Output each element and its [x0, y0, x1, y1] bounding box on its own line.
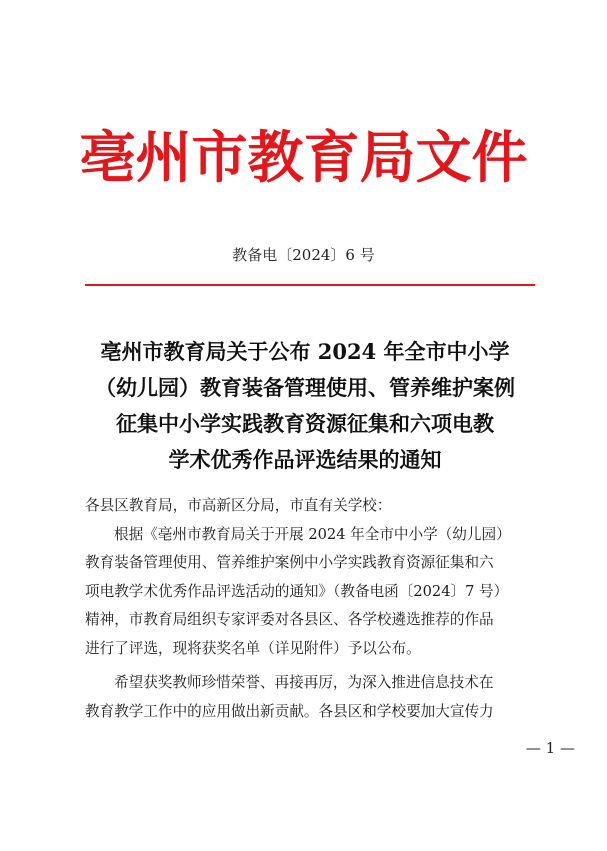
- document-number: 教备电〔2024〕6 号: [232, 246, 375, 264]
- red-divider-line: [85, 284, 535, 286]
- paragraph-1: [85, 521, 545, 664]
- paragraph-line: 希望获奖教师珍惜荣誉、再接再厉，为深入推进信息技术在: [114, 674, 494, 691]
- notice-title-line: 学术优秀作品评选结果的通知: [168, 447, 442, 472]
- paragraph-line: 教育装备管理使用、管养维护案例中小学实践教育资源征集和六: [85, 554, 494, 571]
- salutation: 各县区教育局，市高新区分局，市直有关学校：: [85, 497, 392, 514]
- page-number: — 1 —: [525, 739, 575, 757]
- notice-title: [70, 334, 540, 478]
- paragraph-line: 根据《亳州市教育局关于开展 2024 年全市中小学（幼儿园）: [114, 525, 511, 543]
- paragraph-line: 精神，市教育局组织专家评委对各县区、各学校遴选推荐的作品: [85, 611, 494, 628]
- paragraph-line: 进行了评选，现将获奖名单（详见附件）予以公布。: [85, 639, 421, 657]
- notice-title-line: 征集中小学实践教育资源征集和六项电教: [116, 411, 494, 436]
- paragraph-line: 项电教学术优秀作品评选活动的通知》（教备电函〔2024〕7 号）: [85, 582, 509, 600]
- paragraph-2: [85, 669, 545, 726]
- notice-body: [85, 492, 545, 726]
- notice-title-line: （幼儿园）教育装备管理使用、管养维护案例: [95, 375, 515, 400]
- notice-title-line: 亳州市教育局关于公布 2024 年全市中小学: [100, 339, 510, 364]
- masthead-title: 亳州市教育局文件: [79, 125, 528, 191]
- paragraph-line: 教育教学工作中的应用做出新贡献。各县区和学校要加大宣传力: [85, 702, 494, 720]
